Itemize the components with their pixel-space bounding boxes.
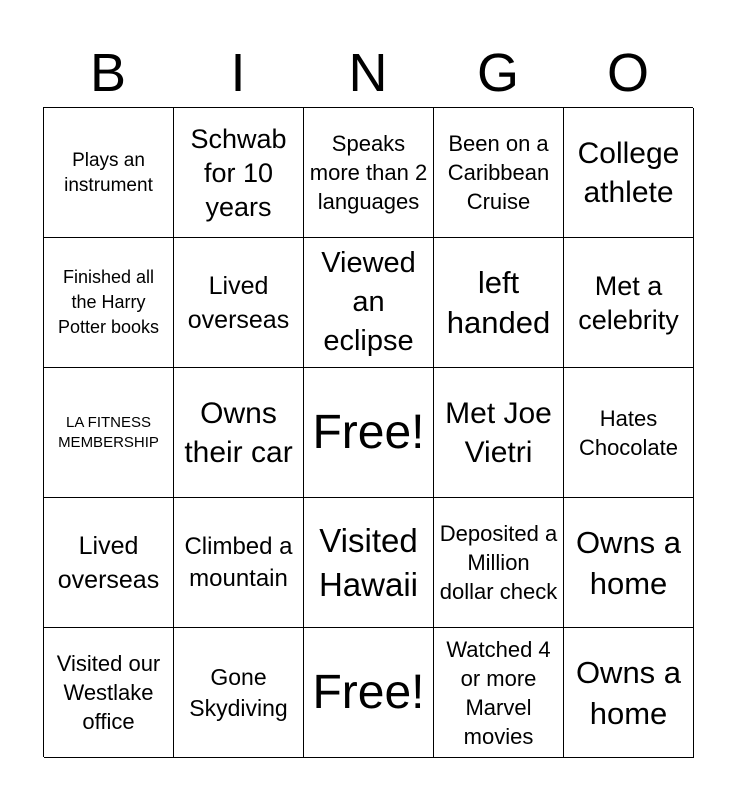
bingo-board [43, 107, 693, 757]
header-letter-b: B [89, 43, 127, 103]
header-letter-n: N [348, 43, 388, 103]
bingo-cell[interactable] [174, 628, 304, 758]
bingo-cell[interactable] [434, 628, 564, 758]
bingo-cell[interactable] [304, 498, 434, 628]
cell-label: Watched 4 or more Marvel movies [446, 636, 551, 749]
bingo-cell[interactable] [44, 238, 174, 368]
bingo-cell[interactable] [174, 238, 304, 368]
cell-label: Hates Chocolate [578, 405, 679, 460]
bingo-cell[interactable] [434, 498, 564, 628]
header-letter-g: G [476, 43, 519, 103]
cell-label: Schwab for 10 years [190, 123, 287, 222]
cell-label: LA FITNESS MEMBERSHIP [58, 413, 159, 451]
bingo-cell[interactable] [564, 108, 694, 238]
bingo-header [43, 40, 693, 106]
bingo-cell[interactable] [434, 108, 564, 238]
cell-label: Free! [312, 665, 425, 719]
bingo-cell[interactable] [434, 238, 564, 368]
header-letter-o: O [606, 43, 649, 103]
bingo-cell[interactable] [44, 498, 174, 628]
cell-label: Gone Skydiving [189, 663, 288, 721]
cell-label: Plays an instrument [64, 149, 153, 196]
bingo-cell[interactable] [564, 368, 694, 498]
bingo-cell[interactable] [564, 238, 694, 368]
bingo-cell[interactable] [174, 108, 304, 238]
bingo-cell[interactable] [44, 628, 174, 758]
bingo-cell[interactable] [44, 108, 174, 238]
cell-label: College athlete [577, 136, 680, 209]
bingo-cell[interactable] [564, 628, 694, 758]
cell-label: Deposited a Million dollar check [439, 521, 558, 604]
cell-label: Lived overseas [57, 531, 160, 594]
cell-label: Been on a Caribbean Cruise [447, 131, 550, 214]
cell-label: Visited Hawaii [318, 521, 419, 603]
cell-label: Owns their car [184, 396, 293, 469]
bingo-cell[interactable] [174, 498, 304, 628]
bingo-cell[interactable] [44, 368, 174, 498]
cell-label: Owns a home [575, 654, 682, 731]
bingo-cell[interactable] [304, 108, 434, 238]
bingo-cell[interactable] [304, 238, 434, 368]
bingo-cell[interactable] [434, 368, 564, 498]
cell-label: Met Joe Vietri [445, 396, 552, 469]
bingo-cell[interactable] [174, 368, 304, 498]
bingo-cell[interactable] [304, 628, 434, 758]
header-letter-i: I [230, 43, 246, 103]
bingo-cell[interactable] [304, 368, 434, 498]
cell-label: left handed [446, 264, 551, 340]
cell-label: Viewed an eclipse [321, 247, 416, 357]
cell-label: Free! [312, 405, 425, 459]
cell-label: Lived overseas [187, 271, 290, 334]
cell-label: Visited our Westlake office [56, 651, 161, 734]
cell-label: Finished all the Harry Potter books [57, 267, 160, 337]
cell-label: Speaks more than 2 languages [309, 131, 428, 214]
bingo-cell[interactable] [564, 498, 694, 628]
cell-label: Owns a home [575, 524, 682, 601]
cell-label: Met a celebrity [578, 270, 679, 335]
cell-label: Climbed a mountain [184, 532, 293, 592]
